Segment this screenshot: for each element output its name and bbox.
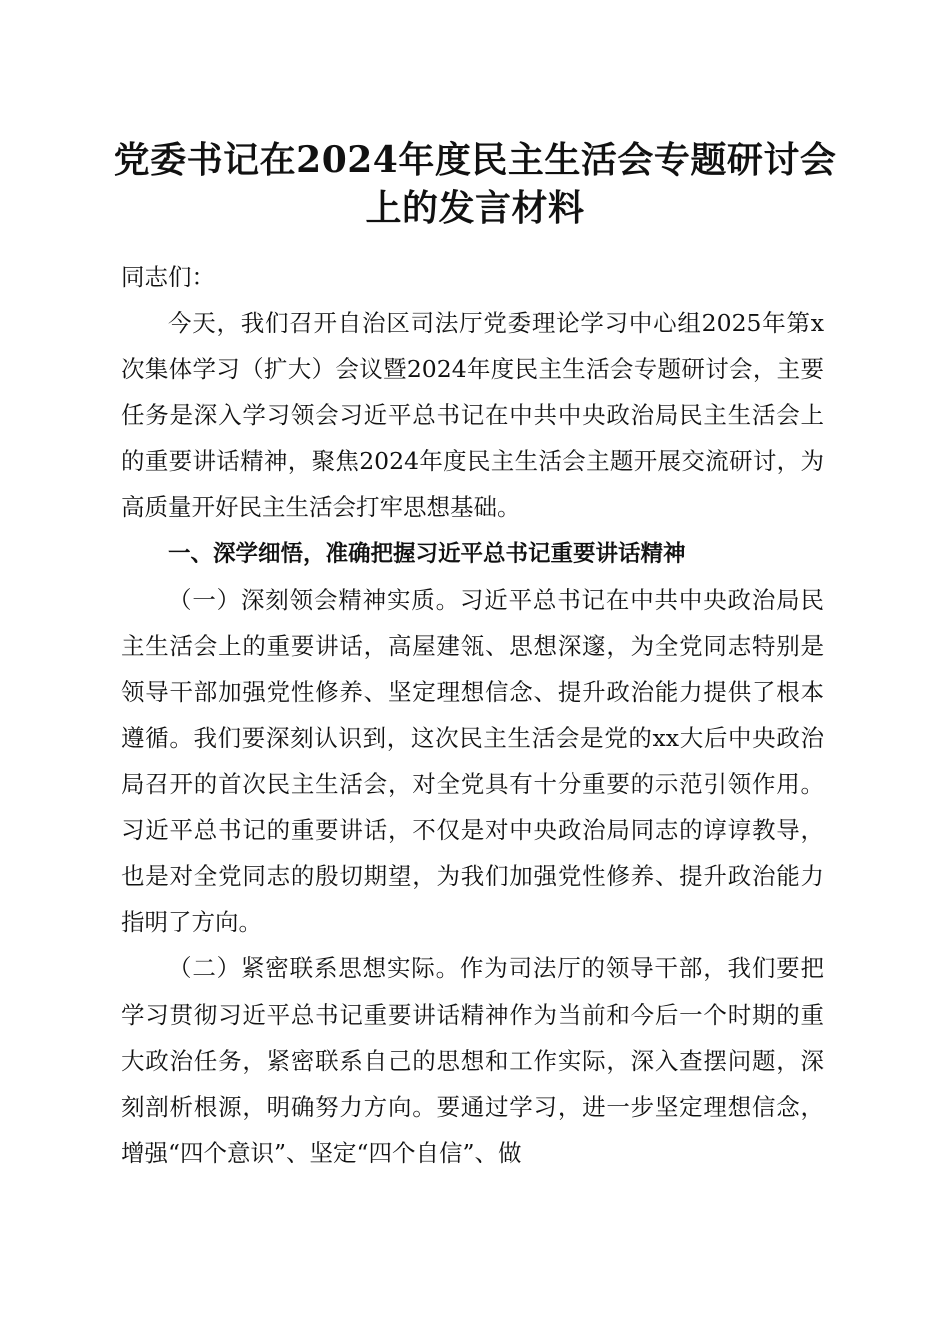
body-paragraph-2: （二）紧密联系思想实际。作为司法厅的领导干部，我们要把学习贯彻习近平总书记重要讲话精神作为当前和今后一个时期的重大政治任务，紧密联系自己的思想和工作实际，深入查摆问题，深刻剖析根源，明确努力方向。要通过学习，进一步坚定理想信念，增强“四个意识”、坚定“四个自信”、做 [121, 954, 824, 1167]
body-paragraph-1: （一）深刻领会精神实质。习近平总书记在中共中央政治局民主生活会上的重要讲话，高屋建瓴、思想深邃，为全党同志特别是领导干部加强党性修养、坚定理想信念、提升政治能力提供了根本遵循。我们要深刻认识到，这次民主生活会是党的xx大后中央政治局召开的首次民主生活会，对全党具有十分重要的示范引领作用。习近平总书记的重要讲话，不仅是对中央政治局同志的谆谆教导，也是对全党同志的殷切期望，为我们加强党性修养、提升政治能力指明了方向。 [121, 585, 824, 937]
intro-paragraph: 今天，我们召开自治区司法厅党委理论学习中心组2025年第x次集体学习（扩大）会议暨2024年度民主生活会专题研讨会，主要任务是深入学习领会习近平总书记在中共中央政治局民主生活会上的重要讲话精神，聚焦2024年度民主生活会主题开展交流研讨，为高质量开好民主生活会打牢思想基础。 [121, 309, 824, 522]
section-heading-1: 一、深学细悟，准确把握习近平总书记重要讲话精神 [168, 540, 686, 567]
title-line-1: 党委书记在2024年度民主生活会专题研讨会 [113, 139, 837, 181]
title-line-2: 上的发言材料 [365, 187, 585, 229]
document-body [121, 254, 824, 1176]
document-title [100, 136, 850, 232]
salutation: 同志们： [121, 263, 215, 291]
